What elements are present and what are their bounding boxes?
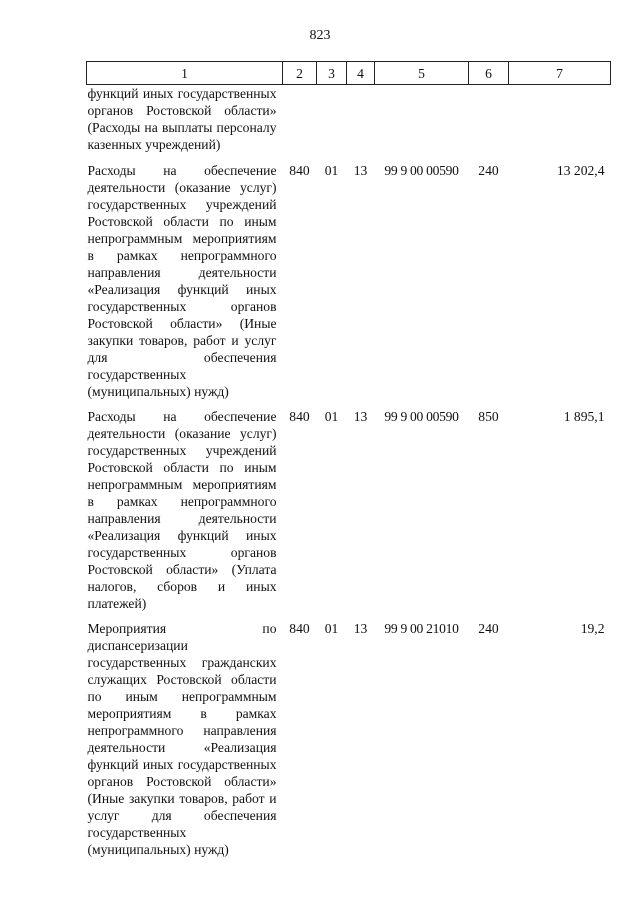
column-header-6: 6 — [469, 62, 509, 85]
row-col4: 13 — [353, 409, 368, 424]
table-header-row — [87, 62, 611, 85]
row-amount — [509, 85, 611, 163]
row-amount: 1 895,1 — [563, 409, 605, 424]
page-number: 823 — [309, 28, 331, 43]
budget-table — [86, 61, 611, 866]
row-col6: 240 — [478, 163, 499, 178]
row-description: Расходы на обеспечение деятельности (оказание услуг) государственных учреждений Ростовской области по иным непрограммным мероприятиям в рамках непрограммного направления деятельности «Реализация функций иных государственных органов Ростовской области» (Уплата налогов, сборов и иных платежей) — [87, 409, 277, 611]
row-description: Мероприятия по диспансеризации государственных гражданских служащих Ростовской области по иным непрограммным мероприятиям в рамках непрограммного направления деятельности «Реализация функций иных государственных органов Ростовской области» (Иные закупки товаров, работ и услуг для обеспечения государственных (муниципальных) нужд) — [87, 621, 277, 857]
column-header-4: 4 — [347, 62, 375, 85]
table-row — [87, 162, 611, 408]
table-row — [87, 85, 611, 163]
table-row — [87, 408, 611, 620]
row-col4: 13 — [353, 163, 368, 178]
row-col5: 99 9 00 21010 — [384, 621, 459, 636]
column-header-1: 1 — [87, 62, 283, 85]
row-col3: 01 — [324, 409, 339, 424]
row-amount: 13 202,4 — [556, 163, 605, 178]
row-col5: 99 9 00 00590 — [384, 163, 459, 178]
row-description: Расходы на обеспечение деятельности (оказание услуг) государственных учреждений Ростовской области по иным непрограммным мероприятиям в рамках непрограммного направления деятельности «Реализация функций иных государственных органов Ростовской области» (Иные закупки товаров, работ и услуг для обеспечения государственных (муниципальных) нужд) — [87, 163, 277, 399]
row-col2: 840 — [289, 621, 310, 636]
row-col6: 240 — [478, 621, 499, 636]
row-col6: 850 — [478, 409, 499, 424]
row-col6 — [469, 85, 509, 163]
row-col5: 99 9 00 00590 — [384, 409, 459, 424]
row-col2: 840 — [289, 163, 310, 178]
row-amount: 19,2 — [580, 621, 605, 636]
row-col3 — [317, 85, 347, 163]
row-col4: 13 — [353, 621, 368, 636]
column-header-2: 2 — [283, 62, 317, 85]
row-col5 — [375, 85, 469, 163]
row-col3: 01 — [324, 163, 339, 178]
column-header-3: 3 — [317, 62, 347, 85]
row-col4 — [347, 85, 375, 163]
row-col2: 840 — [289, 409, 310, 424]
table-row — [87, 620, 611, 866]
row-col2 — [283, 85, 317, 163]
row-col3: 01 — [324, 621, 339, 636]
row-description: функций иных государственных органов Ростовской области» (Расходы на выплаты персоналу казенных учреждений) — [87, 86, 277, 152]
column-header-7: 7 — [509, 62, 611, 85]
column-header-5: 5 — [375, 62, 469, 85]
